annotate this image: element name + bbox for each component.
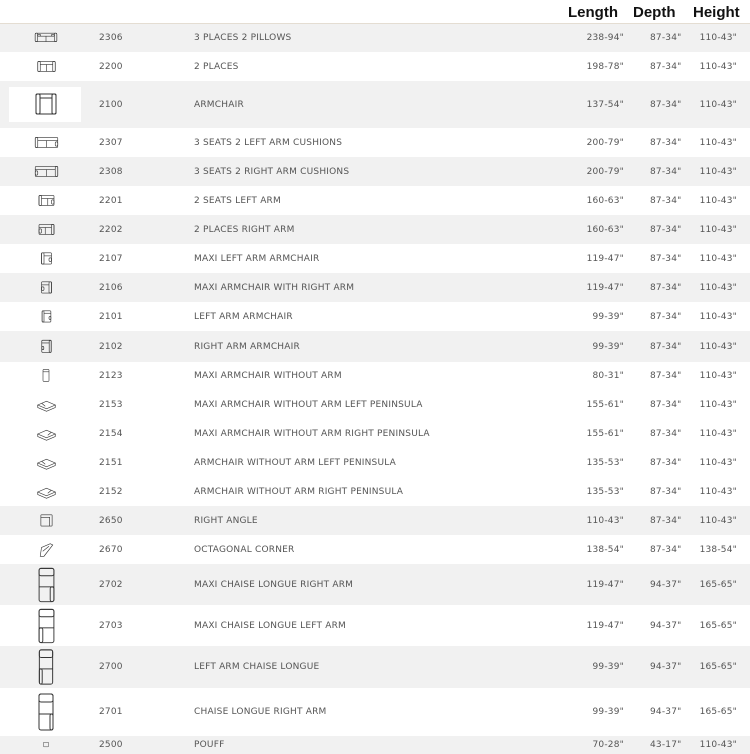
product-name: MAXI LEFT ARM ARMCHAIR [194,253,320,264]
product-name: ARMCHAIR WITHOUT ARM LEFT PENINSULA [194,457,397,468]
table-row [0,215,750,244]
depth-value: 43-17" [650,740,682,750]
product-code: 2100 [99,99,123,110]
sofa-3-seat-left-arm-icon [34,130,59,155]
product-name: MAXI CHAISE LONGUE LEFT ARM [194,620,346,631]
table-row [0,24,750,52]
chaise-right-arm-icon [26,692,66,732]
table-row [0,605,750,646]
product-name: MAXI ARMCHAIR WITHOUT ARM RIGHT PENINSULA [194,428,430,439]
depth-value: 94-37" [650,620,682,631]
length-value: 110-43" [586,515,624,526]
height-value: 165-65" [699,662,737,672]
table-row [0,506,750,535]
product-code: 2650 [99,515,123,526]
length-value: 99-39" [592,707,624,717]
length-value: 119-47" [586,620,624,631]
depth-value: 87-34" [650,544,682,555]
height-value: 165-65" [699,579,737,590]
length-value: 200-79" [586,166,624,177]
peninsula-left-small-icon [34,450,59,475]
product-name: LEFT ARM CHAISE LONGUE [194,662,320,672]
pouff-icon [37,736,55,754]
maxi-left-arm-armchair-icon [34,246,59,271]
length-column-header: Length [568,4,618,21]
product-code: 2123 [99,371,123,381]
product-code: 2151 [99,457,123,468]
depth-value: 87-34" [650,195,682,206]
depth-value: 94-37" [650,662,682,672]
length-value: 138-54" [586,544,624,555]
height-value: 110-43" [699,515,737,526]
height-value: 110-43" [699,166,737,177]
product-code: 2306 [99,33,123,43]
depth-value: 87-34" [650,428,682,439]
product-code: 2308 [99,166,123,177]
table-row [0,688,750,736]
depth-value: 87-34" [650,137,682,148]
product-code: 2154 [99,428,123,439]
height-value: 110-43" [699,740,737,750]
product-name: MAXI ARMCHAIR WITHOUT ARM [194,371,342,381]
depth-column-header: Depth [633,4,676,21]
height-value: 110-43" [699,99,737,110]
height-value: 110-43" [699,428,737,439]
height-value: 165-65" [699,707,737,717]
sofa-3-seat-right-arm-icon [34,159,59,184]
product-name: 3 SEATS 2 LEFT ARM CUSHIONS [194,137,343,148]
maxi-chaise-right-arm-icon [28,566,65,603]
depth-value: 87-34" [650,341,682,352]
height-value: 110-43" [699,195,737,206]
table-row [0,331,750,362]
product-code: 2201 [99,195,123,206]
table-row [0,128,750,157]
depth-value: 87-34" [650,99,682,110]
table-row [0,448,750,477]
length-value: 99-39" [592,662,624,672]
product-name: ARMCHAIR [194,99,244,110]
product-name: OCTAGONAL CORNER [194,544,295,555]
product-code: 2101 [99,311,123,322]
length-value: 198-78" [586,61,624,72]
product-code: 2701 [99,707,123,717]
product-name: 3 SEATS 2 RIGHT ARM CUSHIONS [194,166,350,177]
length-value: 160-63" [586,224,624,235]
table-header [0,0,750,24]
length-value: 135-53" [586,486,624,497]
product-code: 2703 [99,620,123,631]
product-name: 2 PLACES RIGHT ARM [194,224,295,235]
table-row [0,390,750,419]
product-code: 2153 [99,399,123,410]
height-value: 110-43" [699,33,737,43]
table-row [0,244,750,273]
height-value: 110-43" [699,341,737,352]
length-value: 99-39" [592,311,624,322]
depth-value: 94-37" [650,707,682,717]
depth-value: 87-34" [650,253,682,264]
maxi-chaise-left-arm-icon [28,607,65,644]
product-name: 2 SEATS LEFT ARM [194,195,281,206]
product-code: 2152 [99,486,123,497]
chaise-left-arm-icon [27,648,65,686]
sofa-2-seat-icon [34,54,59,79]
table-row [0,273,750,302]
table-row [0,186,750,215]
depth-value: 87-34" [650,515,682,526]
height-value: 110-43" [699,399,737,410]
length-value: 200-79" [586,137,624,148]
depth-value: 87-34" [650,486,682,497]
product-name: CHAISE LONGUE RIGHT ARM [194,707,327,717]
table-row [0,564,750,605]
depth-value: 94-37" [650,579,682,590]
product-name: 2 PLACES [194,61,239,72]
product-code: 2670 [99,544,123,555]
sofa-2-seat-left-arm-icon [34,188,59,213]
product-code: 2307 [99,137,123,148]
right-arm-armchair-icon [33,333,60,360]
product-code: 2107 [99,253,123,264]
product-code: 2700 [99,662,123,672]
depth-value: 87-34" [650,224,682,235]
height-value: 110-43" [699,457,737,468]
length-value: 119-47" [586,282,624,293]
depth-value: 87-34" [650,457,682,468]
length-value: 160-63" [586,195,624,206]
height-column-header: Height [693,4,740,21]
depth-value: 87-34" [650,371,682,381]
right-angle-corner-icon [34,508,59,533]
product-code: 2702 [99,579,123,590]
length-value: 137-54" [586,99,624,110]
product-name: LEFT ARM ARMCHAIR [194,311,293,322]
table-row [0,477,750,506]
height-value: 110-43" [699,486,737,497]
height-value: 138-54" [699,544,737,555]
product-code: 2102 [99,341,123,352]
depth-value: 87-34" [650,311,682,322]
product-name: MAXI ARMCHAIR WITHOUT ARM LEFT PENINSULA [194,399,423,410]
length-value: 80-31" [592,371,624,381]
depth-value: 87-34" [650,399,682,410]
product-code: 2200 [99,61,123,72]
table-row [0,535,750,564]
length-value: 155-61" [586,399,624,410]
length-value: 238-94" [586,33,624,43]
product-name: ARMCHAIR WITHOUT ARM RIGHT PENINSULA [194,486,404,497]
table-row [0,419,750,448]
table-row [0,52,750,81]
height-value: 110-43" [699,137,737,148]
depth-value: 87-34" [650,282,682,293]
length-value: 135-53" [586,457,624,468]
length-value: 119-47" [586,253,624,264]
maxi-right-arm-armchair-icon [34,275,59,300]
sofa-2-seat-right-arm-icon [34,217,59,242]
table-row [0,302,750,331]
table-row [0,646,750,688]
product-name: RIGHT ARM ARMCHAIR [194,341,300,352]
height-value: 110-43" [699,253,737,264]
peninsula-right-icon [34,421,59,446]
table-row [0,362,750,390]
table-row [0,736,750,754]
left-arm-armchair-icon [34,304,59,329]
height-value: 110-43" [699,311,737,322]
depth-value: 87-34" [650,33,682,43]
product-name: RIGHT ANGLE [194,515,258,526]
product-code: 2106 [99,282,123,293]
height-value: 165-65" [699,620,737,631]
armchair-icon [26,85,66,125]
armless-armchair-icon [34,364,58,388]
product-name: MAXI CHAISE LONGUE RIGHT ARM [194,579,354,590]
height-value: 110-43" [699,61,737,72]
peninsula-left-icon [34,392,59,417]
peninsula-right-small-icon [34,479,59,504]
table-row [0,81,750,128]
height-value: 110-43" [699,371,737,381]
depth-value: 87-34" [650,166,682,177]
product-name: MAXI ARMCHAIR WITH RIGHT ARM [194,282,355,293]
octagonal-corner-icon [34,537,59,562]
product-name: 3 PLACES 2 PILLOWS [194,33,292,43]
length-value: 155-61" [586,428,624,439]
product-code: 2500 [99,740,123,750]
product-code: 2202 [99,224,123,235]
product-name: POUFF [194,740,225,750]
length-value: 99-39" [592,341,624,352]
height-value: 110-43" [699,282,737,293]
table-row [0,157,750,186]
sofa-3-seat-2-pillows-icon [34,26,58,50]
height-value: 110-43" [699,224,737,235]
length-value: 70-28" [592,740,624,750]
length-value: 119-47" [586,579,624,590]
depth-value: 87-34" [650,61,682,72]
